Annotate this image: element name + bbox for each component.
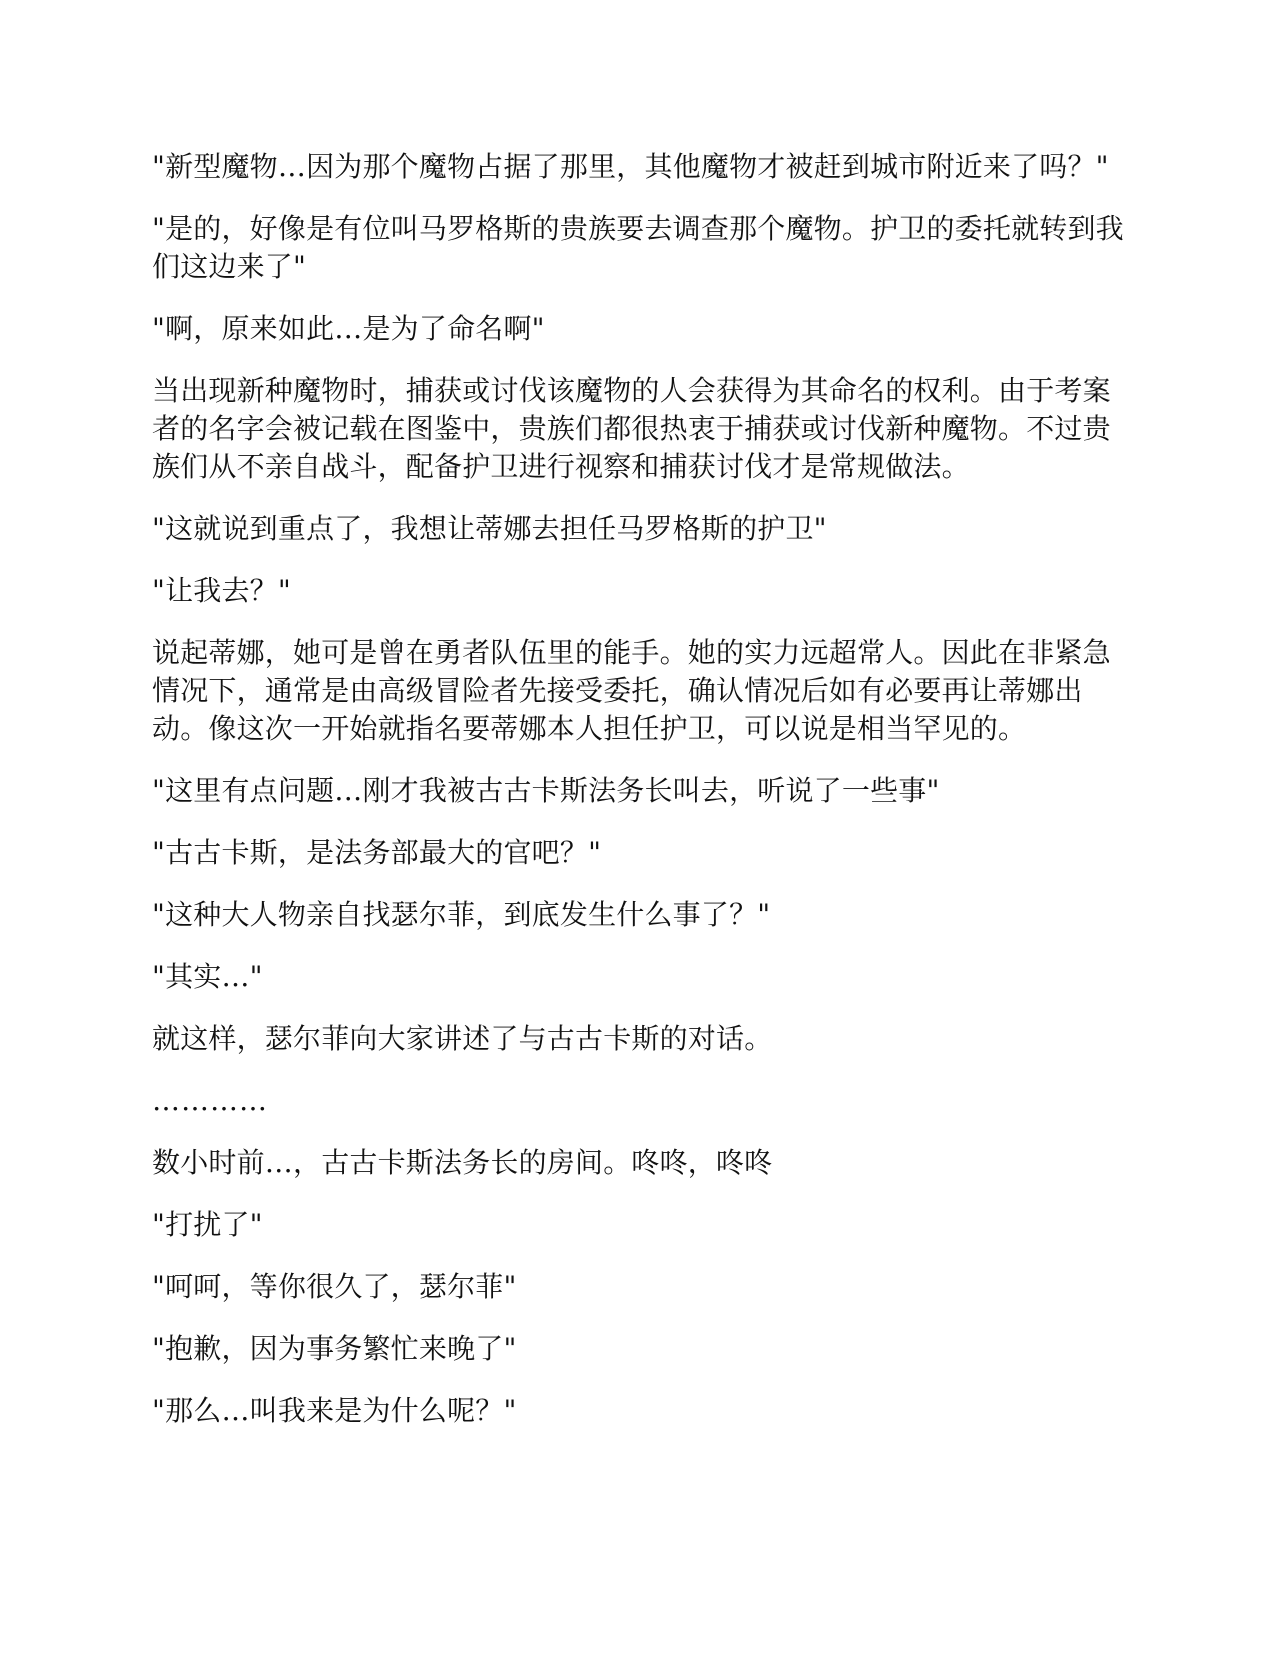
paragraph-18: "那么…叫我来是为什么呢？" [152, 1394, 517, 1427]
paragraph-17: "抱歉，因为事务繁忙来晚了" [152, 1332, 517, 1365]
paragraph-14: 数小时前…，古古卡斯法务长的房间。咚咚，咚咚 [152, 1146, 773, 1179]
paragraph-10: "这种大人物亲自找瑟尔菲，到底发生什么事了？" [152, 898, 771, 931]
paragraph-12: 就这样，瑟尔菲向大家讲述了与古古卡斯的对话。 [152, 1022, 773, 1055]
scene-separator: ………… [152, 1084, 268, 1117]
paragraph-6: "让我去？" [152, 574, 291, 607]
paragraph-11: "其实…" [152, 960, 263, 993]
paragraph-2: "是的，好像是有位叫马罗格斯的贵族要去调查那个魔物。护卫的委托就转到我们这边来了" [152, 212, 1124, 283]
paragraph-9: "古古卡斯，是法务部最大的官吧？" [152, 836, 602, 869]
paragraph-1: "新型魔物…因为那个魔物占据了那里，其他魔物才被赶到城市附近来了吗？" [152, 150, 1109, 183]
paragraph-7: 说起蒂娜，她可是曾在勇者队伍里的能手。她的实力远超常人。因此在非紧急情况下，通常是由高级冒险者先接受委托，确认情况后如有必要再让蒂娜出动。像这次一开始就指名要蒂娜本人担任护卫，可以说是相当罕见的。 [152, 636, 1111, 745]
paragraph-5: "这就说到重点了，我想让蒂娜去担任马罗格斯的护卫" [152, 512, 827, 545]
paragraph-16: "呵呵，等你很久了，瑟尔菲" [152, 1270, 517, 1303]
paragraph-15: "打扰了" [152, 1208, 263, 1241]
document-body [152, 148, 1132, 1454]
paragraph-8: "这里有点问题…刚才我被古古卡斯法务长叫去，听说了一些事" [152, 774, 940, 807]
paragraph-4: 当出现新种魔物时，捕获或讨伐该魔物的人会获得为其命名的权利。由于考案者的名字会被记载在图鉴中，贵族们都很热衷于捕获或讨伐新种魔物。不过贵族们从不亲自战斗，配备护卫进行视察和捕获讨伐才是常规做法。 [152, 374, 1111, 483]
paragraph-3: "啊，原来如此…是为了命名啊" [152, 312, 545, 345]
